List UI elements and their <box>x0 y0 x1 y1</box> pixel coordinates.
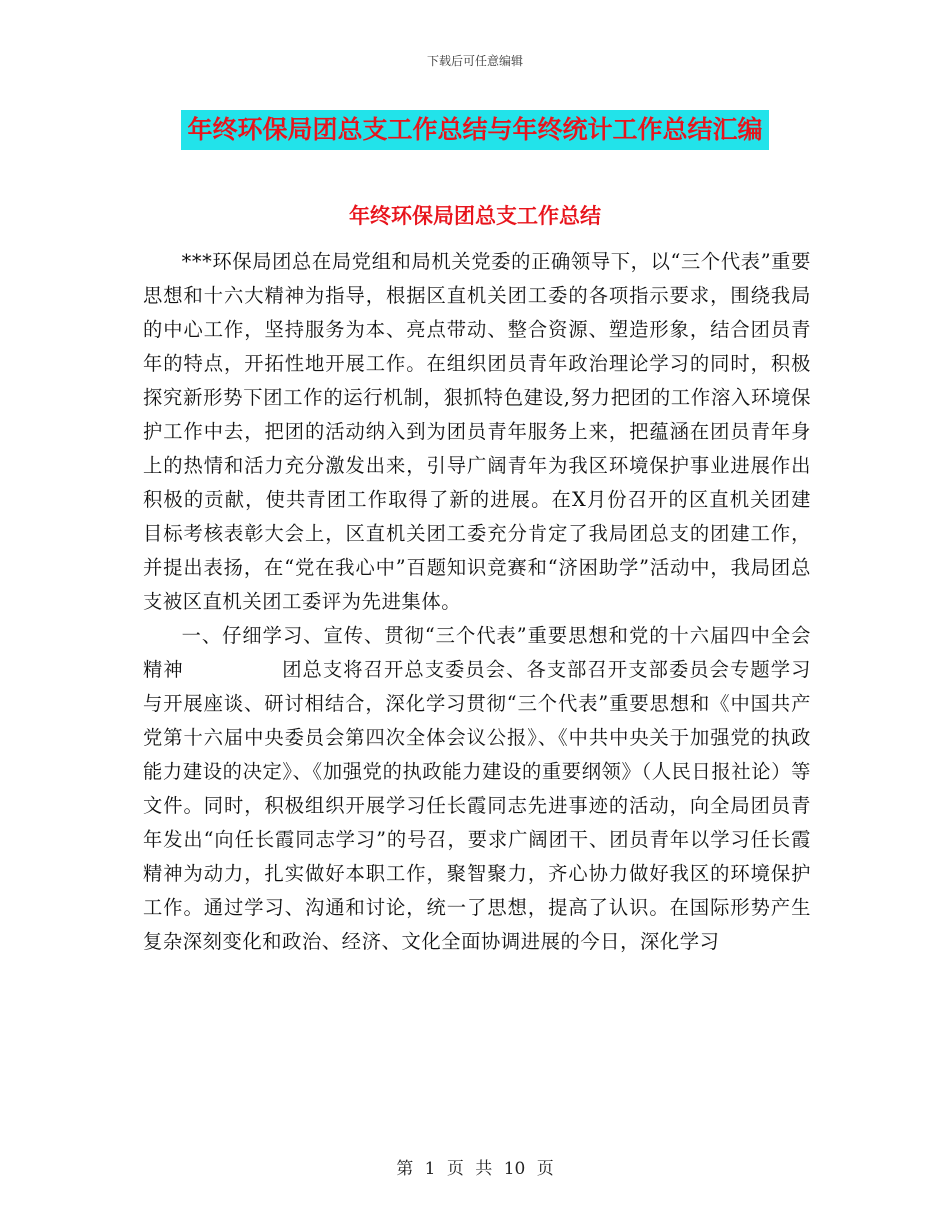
document-title: 年终环保局团总支工作总结与年终统计工作总结汇编 <box>181 110 768 150</box>
page-header-note: 下载后可任意编辑 <box>426 54 523 68</box>
section-one-heading: 一、仔细学习、宣传、贯彻“三个代表”重要思想和党的十六届四中全会精神 <box>143 624 811 681</box>
section-title: 年终环保局团总支工作总结 <box>349 204 601 228</box>
document-body <box>143 245 811 959</box>
body-paragraph-section-one <box>143 619 811 959</box>
page-number-footer: 第 1 页 共 10 页 <box>396 1159 554 1179</box>
document-title-container <box>0 110 950 150</box>
section-one-body: 团总支将召开总支委员会、各支部召开支部委员会专题学习与开展座谈、研讨相结合，深化学习贯彻“三个代表”重要思想和《中国共产党第十六届中央委员会第四次全体会议公报》、《中共中央关于加强党的执政能力建设的决定》、《加强党的执政能力建设的重要纲领》（人民日报社论）等文件。同时，积极组织开展学习任长霞同志先进事迹的活动，向全局团员青年发出“向任长霞同志学习”的号召，要求广阔团干、团员青年以学习任长霞精神为动力，扎实做好本职工作，聚智聚力，齐心协力做好我区的环境保护工作。通过学习、沟通和讨论，统一了思想，提高了认识。在国际形势产生复杂深刻变化和政治、经济、文化全面协调进展的今日，深化学习 <box>143 658 811 953</box>
body-paragraph-intro: ***环保局团总在局党组和局机关党委的正确领导下，以“三个代表”重要思想和十六大精神为指导，根据区直机关团工委的各项指示要求，围绕我局的中心工作，坚持服务为本、亮点带动、整合资源、塑造形象，结合团员青年的特点，开拓性地开展工作。在组织团员青年政治理论学习的同时，积极探究新形势下团工作的运行机制，狠抓特色建设,努力把团的工作溶入环境保护工作中去，把团的活动纳入到为团员青年服务上来，把蕴涵在团员青年身上的热情和活力充分激发出来，引导广阔青年为我区环境保护事业进展作出积极的贡献，使共青团工作取得了新的进展。在X月份召开的区直机关团建目标考核表彰大会上，区直机关团工委充分肯定了我局团总支的团建工作，并提出表扬，在“党在我心中”百题知识竞赛和“济困助学”活动中，我局团总支被区直机关团工委评为先进集体。 <box>143 250 811 613</box>
